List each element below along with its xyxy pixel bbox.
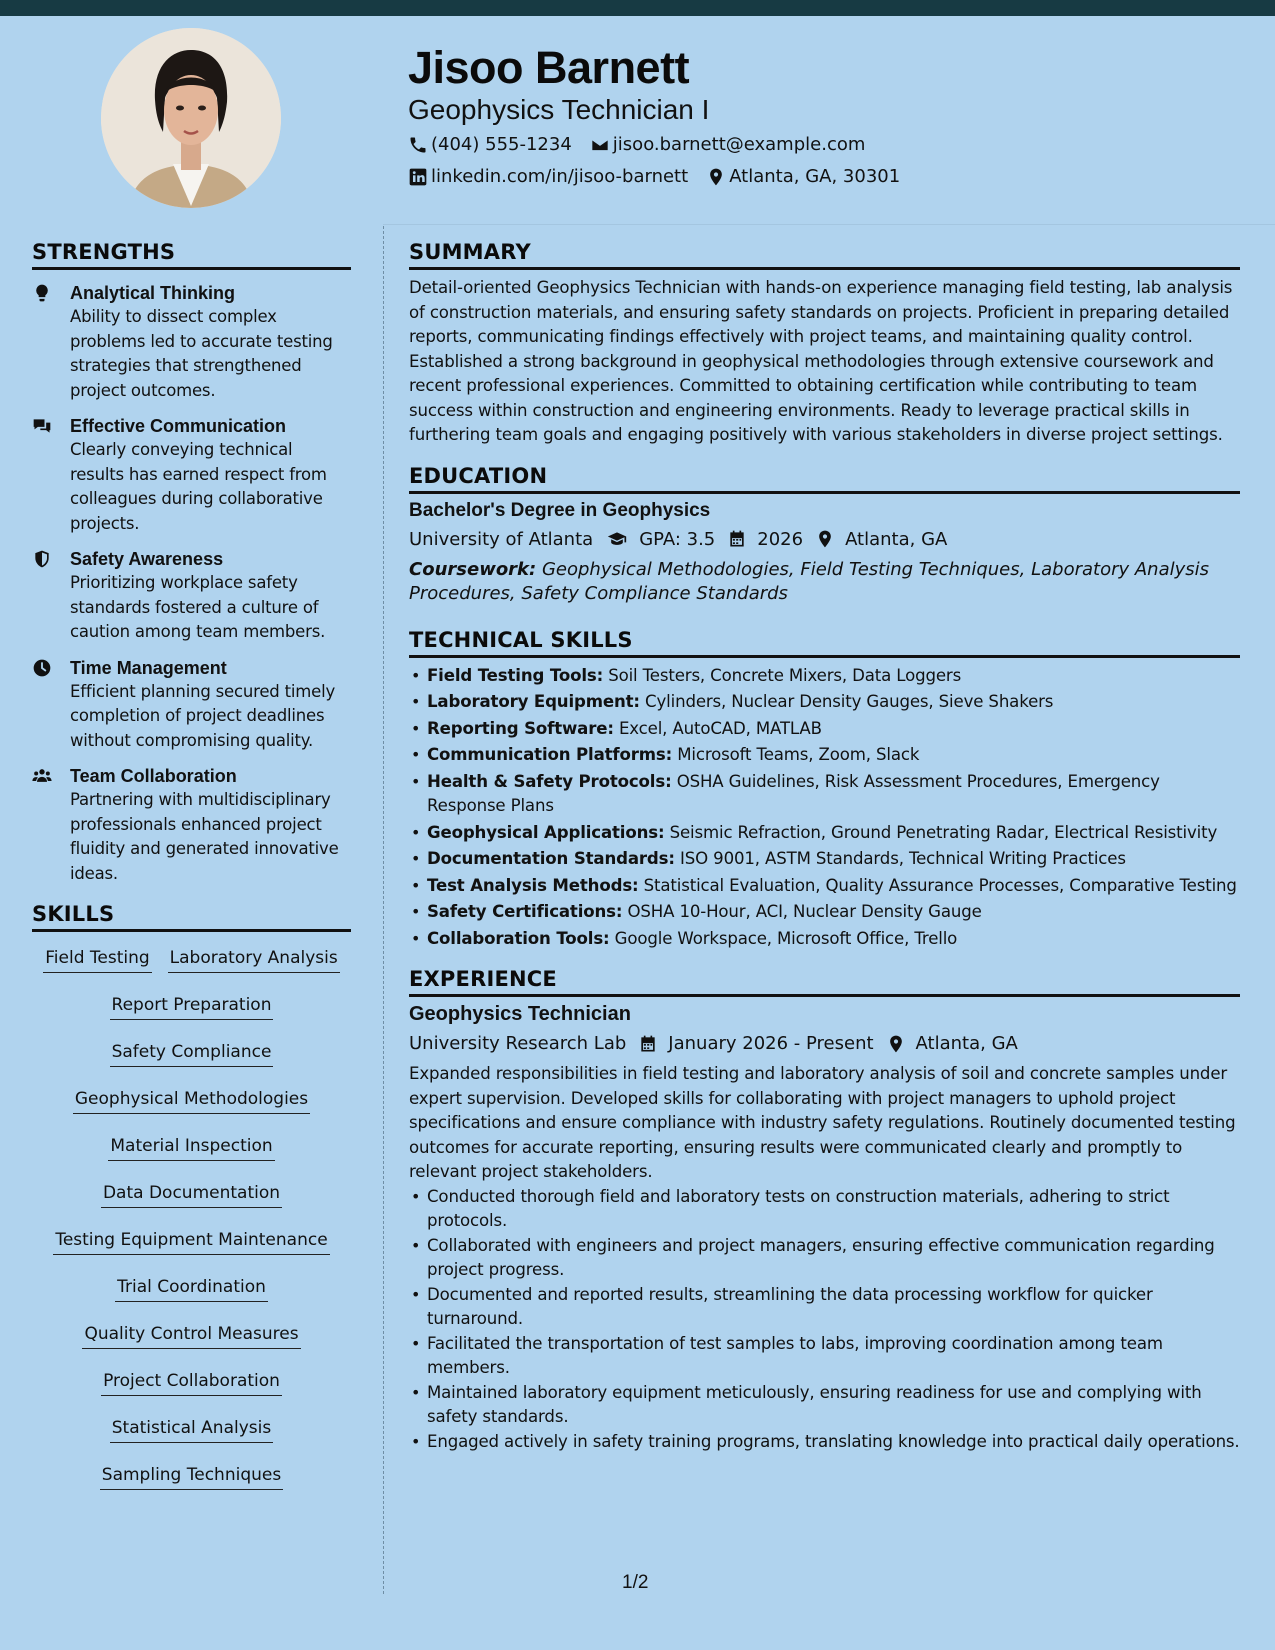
calendar-icon <box>727 529 747 549</box>
coursework <box>409 558 1240 606</box>
coursework-list: Geophysical Methodologies, Field Testing Techniques, Laboratory Analysis Procedures, Safety Compliance Standards <box>409 558 1210 604</box>
phone-text: (404) 555-1234 <box>431 134 572 155</box>
strength-item <box>32 414 351 536</box>
strength-item <box>32 764 351 886</box>
skill-tag: Project Collaboration <box>101 1370 282 1396</box>
list-item: • Conducted thorough field and laboratory tests on construction materials, adhering to strict protocols. <box>409 1185 1240 1234</box>
calendar-icon <box>638 1034 658 1054</box>
skill-tag: Field Testing <box>43 947 151 973</box>
list-item: • Engaged actively in safety training programs, translating knowledge into practical daily operations. <box>409 1430 1240 1455</box>
chat-icon <box>32 416 52 436</box>
skill-tag: Report Preparation <box>110 994 274 1020</box>
list-item: • Collaboration Tools: Google Workspace, Microsoft Office, Trello <box>409 927 1240 952</box>
education-meta <box>409 529 1240 550</box>
list-item: • Collaborated with engineers and project managers, ensuring effective communication regarding project progress. <box>409 1234 1240 1283</box>
candidate-name: Jisoo Barnett <box>408 42 690 93</box>
strength-item <box>32 281 351 403</box>
clock-icon <box>32 658 52 678</box>
header-divider <box>383 224 1275 225</box>
job-location: Atlanta, GA <box>915 1033 1018 1054</box>
strength-description: Ability to dissect complex problems led to accurate testing strategies that strengthened project outcomes. <box>70 307 333 400</box>
strength-description: Clearly conveying technical results has earned respect from colleagues during collaborative projects. <box>70 440 327 533</box>
experience-meta <box>409 1033 1240 1054</box>
list-item: • Communication Platforms: Microsoft Teams, Zoom, Slack <box>409 743 1240 768</box>
strength-item <box>32 656 351 754</box>
strengths-heading: STRENGTHS <box>32 240 351 270</box>
contact-email[interactable] <box>590 134 866 155</box>
location-text: Atlanta, GA, 30301 <box>729 166 901 187</box>
strength-title: Team Collaboration <box>70 766 237 786</box>
list-item: • Field Testing Tools: Soil Testers, Concrete Mixers, Data Loggers <box>409 664 1240 689</box>
lightbulb-icon <box>32 283 52 303</box>
technical-skills-list <box>409 664 1240 952</box>
right-column <box>409 240 1240 1454</box>
email-text[interactable]: jisoo.barnett@example.com <box>612 134 866 155</box>
experience-heading: EXPERIENCE <box>409 967 1240 997</box>
strength-title: Safety Awareness <box>70 549 224 569</box>
skills-heading: SKILLS <box>32 902 351 932</box>
strength-item <box>32 547 351 645</box>
page-number: 1/2 <box>622 1572 649 1593</box>
list-item: • Geophysical Applications: Seismic Refraction, Ground Penetrating Radar, Electrical Resistivity <box>409 821 1240 846</box>
graduation-year: 2026 <box>757 528 804 550</box>
gpa: GPA: 3.5 <box>639 528 716 550</box>
users-icon <box>32 766 52 786</box>
contact-row-2 <box>408 166 918 187</box>
company-name: University Research Lab <box>409 1033 627 1054</box>
summary-heading: SUMMARY <box>409 240 1240 270</box>
job-title: Geophysics Technician I <box>408 94 710 125</box>
shield-icon <box>32 549 52 569</box>
contact-linkedin[interactable] <box>408 166 688 187</box>
skill-tag: Testing Equipment Maintenance <box>53 1229 329 1255</box>
list-item: • Test Analysis Methods: Statistical Evaluation, Quality Assurance Processes, Comparative Testing <box>409 874 1240 899</box>
list-item: • Laboratory Equipment: Cylinders, Nuclear Density Gauges, Sieve Shakers <box>409 690 1240 715</box>
map-pin-icon <box>886 1034 906 1054</box>
column-divider <box>383 226 384 1594</box>
strength-description: Efficient planning secured timely completion of project deadlines without compromising quality. <box>70 681 336 750</box>
education-heading: EDUCATION <box>409 464 1240 494</box>
job-dates: January 2026 - Present <box>668 1033 874 1054</box>
technical-skills-heading: TECHNICAL SKILLS <box>409 628 1240 658</box>
skill-tag: Statistical Analysis <box>110 1417 273 1443</box>
coursework-label: Coursework: <box>409 558 537 580</box>
experience-job-title: Geophysics Technician <box>409 1003 631 1025</box>
school-name: University of Atlanta <box>409 528 594 550</box>
skill-tag: Data Documentation <box>101 1182 282 1208</box>
contact-location <box>706 166 900 187</box>
list-item: • Reporting Software: Excel, AutoCAD, MATLAB <box>409 717 1240 742</box>
strength-title: Analytical Thinking <box>70 283 236 303</box>
top-bar <box>0 0 1275 16</box>
skill-tag: Trial Coordination <box>115 1276 268 1302</box>
list-item: • Facilitated the transportation of test samples to labs, improving coordination among team members. <box>409 1332 1240 1381</box>
list-item: • Documented and reported results, streamlining the data processing workflow for quicker turnaround. <box>409 1283 1240 1332</box>
graduation-cap-icon <box>605 529 629 549</box>
strength-title: Time Management <box>70 657 227 678</box>
job-description: Expanded responsibilities in field testing and laboratory analysis of soil and concrete samples under expert supervision. Developed skills for collaborating with project managers to uphold project specifications and ensure compliance with industry safety regulations. Routinely documented testing outcomes for accurate reporting, ensuring results were communicated clearly and promptly to relevant project stakeholders. <box>409 1064 1236 1181</box>
phone-icon <box>408 135 428 155</box>
summary-text: Detail-oriented Geophysics Technician with hands-on experience managing field testing, lab analysis of construction materials, and ensuring safety standards on projects. Proficient in preparing detailed reports, communicating findings effectively with project teams, and maintaining quality control. Established a strong background in geophysical methodologies through extensive coursework and recent professional experiences. Committed to obtaining certification while contributing to team success within construction and engineering environments. Ready to leverage practical skills in furthering team goals and engaging positively with various stakeholders in diverse project settings. <box>409 278 1233 444</box>
skill-tag: Material Inspection <box>108 1135 274 1161</box>
list-item: • Health & Safety Protocols: OSHA Guidelines, Risk Assessment Procedures, Emergency Response Plans <box>409 770 1240 819</box>
contact-row-1 <box>408 134 883 155</box>
linkedin-text[interactable]: linkedin.com/in/jisoo-barnett <box>431 166 689 187</box>
list-item: • Maintained laboratory equipment meticulously, ensuring readiness for use and complying with safety standards. <box>409 1381 1240 1430</box>
skills-list <box>32 944 351 1508</box>
email-icon <box>590 135 610 155</box>
strength-description: Prioritizing workplace safety standards fostered a culture of caution among team members. <box>70 573 326 641</box>
list-item: • Documentation Standards: ISO 9001, ASTM Standards, Technical Writing Practices <box>409 847 1240 872</box>
map-pin-icon <box>706 167 726 187</box>
skill-tag: Quality Control Measures <box>82 1323 300 1349</box>
skill-tag: Sampling Techniques <box>100 1464 283 1490</box>
job-bullets <box>409 1185 1240 1455</box>
linkedin-icon <box>408 167 428 187</box>
school-location: Atlanta, GA <box>845 528 948 550</box>
left-column <box>32 240 351 1508</box>
map-pin-icon <box>815 529 835 549</box>
profile-photo <box>101 28 281 208</box>
strength-title: Effective Communication <box>70 416 287 436</box>
skill-tag: Laboratory Analysis <box>168 947 340 973</box>
skill-tag: Safety Compliance <box>110 1041 274 1067</box>
degree-title: Bachelor's Degree in Geophysics <box>409 499 711 521</box>
list-item: • Safety Certifications: OSHA 10-Hour, ACI, Nuclear Density Gauge <box>409 900 1240 925</box>
strength-description: Partnering with multidisciplinary professionals enhanced project fluidity and generated innovative ideas. <box>70 790 339 883</box>
contact-phone <box>408 134 572 155</box>
skill-tag: Geophysical Methodologies <box>73 1088 310 1114</box>
